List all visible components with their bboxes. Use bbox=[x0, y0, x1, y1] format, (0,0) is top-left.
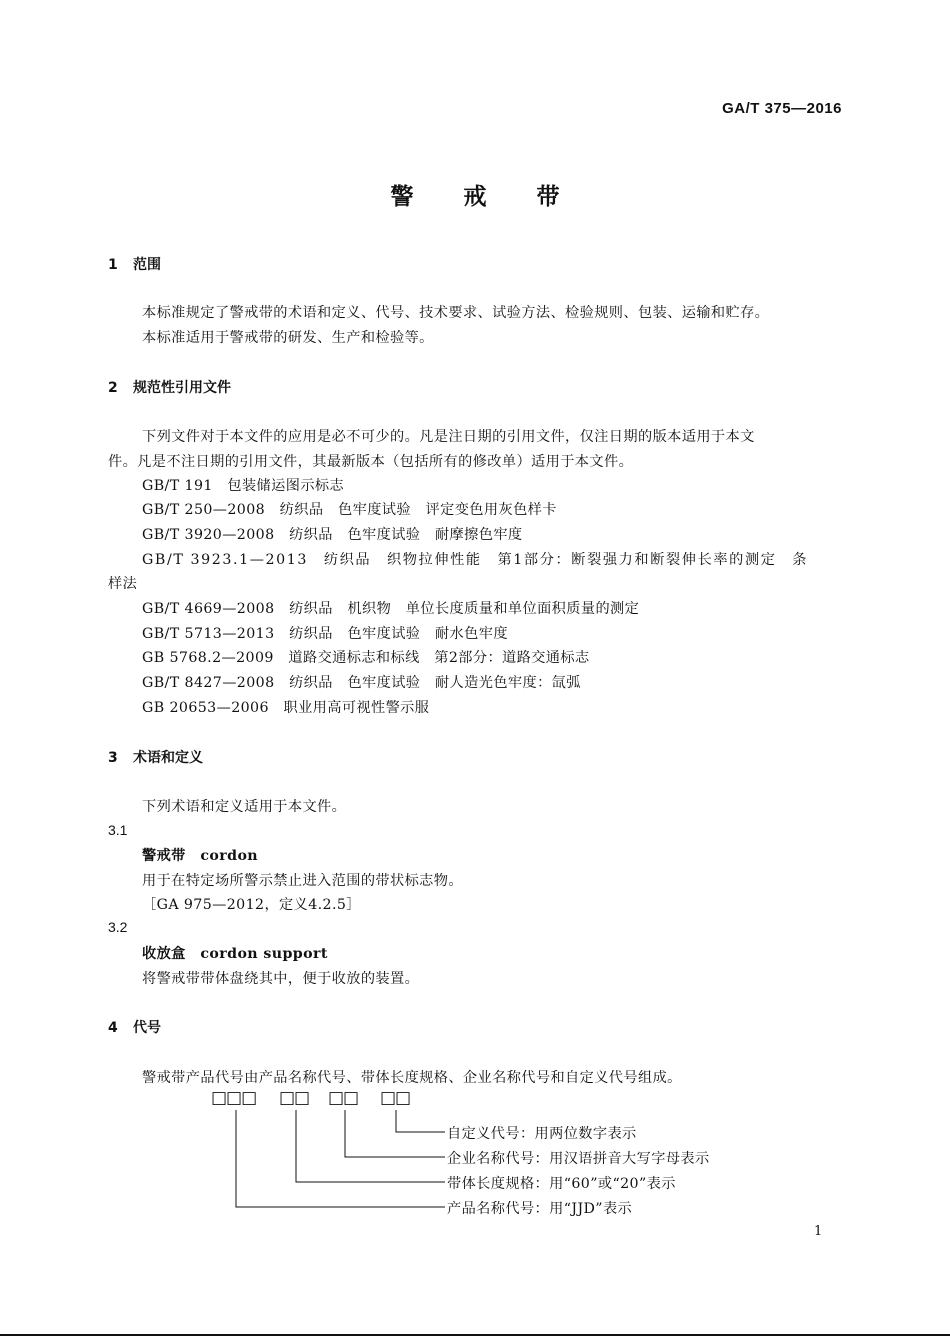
section-2-intro-line-2: 件。凡是不注日期的引用文件，其最新版本（包括所有的修改单）适用于本文件。 bbox=[108, 454, 634, 470]
section-3-number: 3 bbox=[108, 750, 118, 766]
term-3-1-number: 3.1 bbox=[108, 822, 128, 838]
reference-item: GB 20653—2006 职业用高可视性警示服 bbox=[142, 700, 430, 716]
connector-product bbox=[236, 1110, 445, 1207]
section-1-para-2: 本标准适用于警戒带的研发、生产和检验等。 bbox=[142, 330, 434, 346]
section-4-intro: 警戒带产品代号由产品名称代号、带体长度规格、企业名称代号和自定义代号组成。 bbox=[142, 1070, 682, 1086]
reference-item-continuation: 样法 bbox=[108, 576, 138, 592]
label-company-code: 企业名称代号：用汉语拼音大写字母表示 bbox=[447, 1151, 710, 1167]
reference-item: GB/T 3920—2008 纺织品 色牢度试验 耐摩擦色牢度 bbox=[142, 527, 523, 543]
term-3-1-source: ［GA 975—2012，定义4.2.5］ bbox=[142, 897, 361, 913]
section-4-number: 4 bbox=[108, 1020, 118, 1036]
section-1-title: 范围 bbox=[133, 257, 161, 273]
term-3-1-definition: 用于在特定场所警示禁止进入范围的带状标志物。 bbox=[142, 873, 463, 889]
section-2-number: 2 bbox=[108, 380, 118, 396]
page-title: 警戒带 bbox=[390, 184, 610, 210]
section-2-intro-line-1: 下列文件对于本文件的应用是必不可少的。凡是注日期的引用文件，仅注日期的版本适用于本文 bbox=[142, 429, 755, 445]
reference-item: GB/T 250—2008 纺织品 色牢度试验 评定变色用灰色样卡 bbox=[142, 502, 557, 518]
term-3-2-name: 收放盒 cordon support bbox=[142, 946, 328, 962]
section-3-intro: 下列术语和定义适用于本文件。 bbox=[142, 799, 347, 815]
label-length-spec: 带体长度规格：用“60”或“20”表示 bbox=[447, 1176, 676, 1192]
connector-custom bbox=[396, 1110, 445, 1132]
code-box-custom: □□ bbox=[380, 1088, 411, 1108]
term-3-2-definition: 将警戒带带体盘绕其中，便于收放的装置。 bbox=[142, 971, 420, 987]
term-3-2-number: 3.2 bbox=[108, 919, 128, 935]
label-custom-code: 自定义代号：用两位数字表示 bbox=[447, 1126, 637, 1142]
section-1-number: 1 bbox=[108, 257, 118, 273]
reference-item: GB/T 3923.1—2013 纺织品 织物拉伸性能 第1部分：断裂强力和断裂伸长率的测定 条 bbox=[142, 552, 809, 568]
page-bottom-edge bbox=[0, 1334, 950, 1336]
reference-item: GB/T 8427—2008 纺织品 色牢度试验 耐人造光色牢度：氙弧 bbox=[142, 675, 581, 691]
code-box-length-spec: □□ bbox=[279, 1088, 310, 1108]
reference-item: GB/T 191 包装储运图示标志 bbox=[142, 478, 345, 494]
term-3-1-name: 警戒带 cordon bbox=[142, 848, 259, 864]
reference-item: GB/T 4669—2008 纺织品 机织物 单位长度质量和单位面积质量的测定 bbox=[142, 601, 640, 617]
connector-company bbox=[345, 1110, 445, 1157]
section-4-title: 代号 bbox=[133, 1020, 161, 1036]
reference-item: GB 5768.2—2009 道路交通标志和标线 第2部分：道路交通标志 bbox=[142, 650, 590, 666]
label-product-code: 产品名称代号：用“JJD”表示 bbox=[447, 1201, 633, 1217]
code-box-company-name: □□ bbox=[328, 1088, 359, 1108]
section-2-title: 规范性引用文件 bbox=[133, 380, 231, 396]
section-3-title: 术语和定义 bbox=[133, 750, 203, 766]
code-box-product-name: □□□ bbox=[211, 1088, 257, 1108]
page-number: 1 bbox=[814, 1224, 823, 1239]
connector-length bbox=[296, 1110, 445, 1182]
reference-item: GB/T 5713—2013 纺织品 色牢度试验 耐水色牢度 bbox=[142, 626, 508, 642]
standard-code: GA/T 375—2016 bbox=[722, 100, 842, 117]
section-1-para-1: 本标准规定了警戒带的术语和定义、代号、技术要求、试验方法、检验规则、包装、运输和贮存。 bbox=[142, 305, 770, 321]
